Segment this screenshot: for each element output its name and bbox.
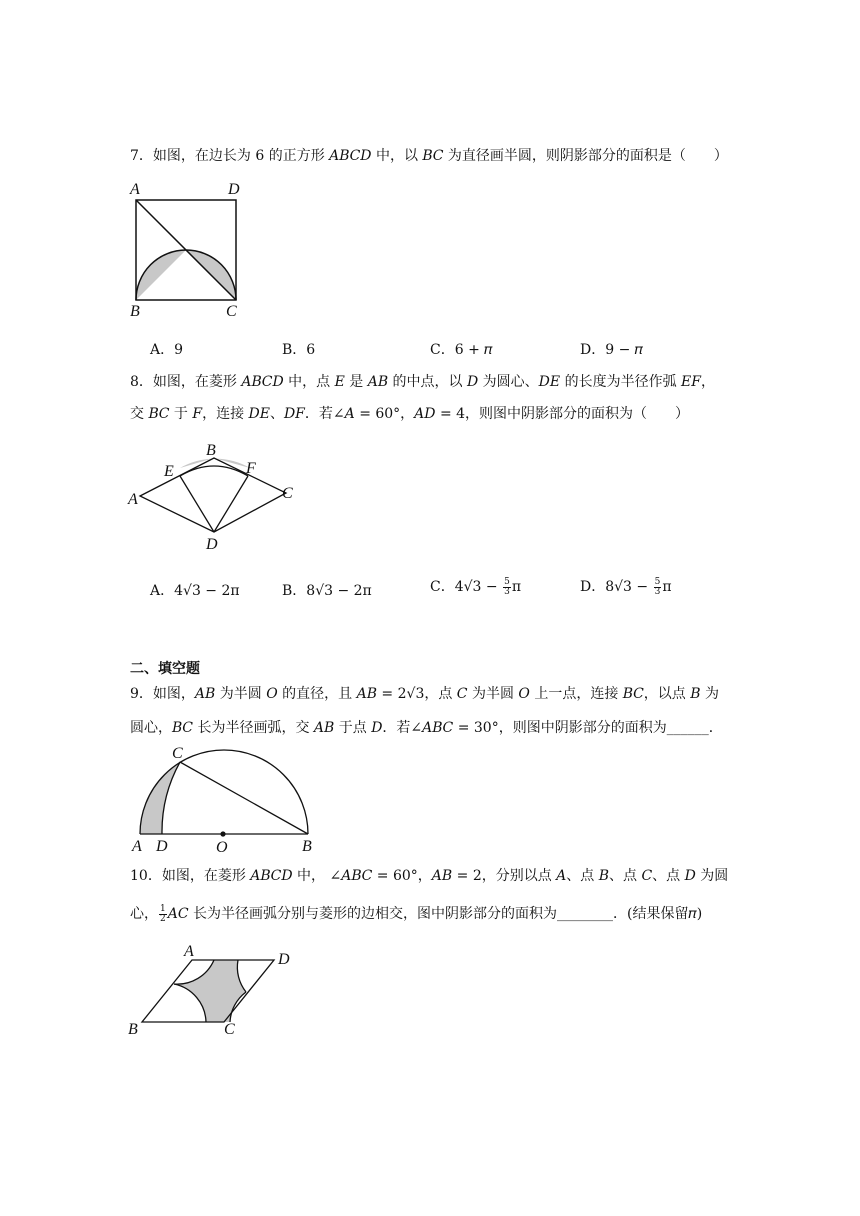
q7-label-d: D	[228, 181, 240, 198]
q10-stem-line2-prefix: 心，	[130, 906, 158, 922]
q10-label-a: A	[184, 944, 194, 960]
q9-center-point-o	[220, 831, 225, 836]
q10-frac-num: 1	[160, 903, 166, 914]
q8-option-b: B．8√3 − 2π	[282, 583, 372, 599]
q10-figure	[126, 944, 306, 1040]
q9-stem-line1: 9．如图，𝐴𝐵 为半圆 𝑂 的直径，且 𝐴𝐵 = 2√3，点 𝐶 为半圆 𝑂 上一点，连接 𝐵𝐶，以点 𝐵 为	[130, 686, 719, 702]
q8-label-c: C	[282, 485, 293, 502]
q9-label-d: D	[156, 838, 168, 855]
q7-option-b: B．6	[282, 342, 316, 358]
q8-label-e: E	[164, 463, 174, 480]
q8-option-c-prefix: C．4√3 −	[430, 579, 498, 595]
q8-option-c-frac-den: 3	[504, 586, 510, 597]
q7-label-c: C	[226, 303, 237, 320]
q10-frac-den: 2	[160, 913, 166, 924]
q7-label-b: B	[130, 303, 140, 320]
q7-option-a: A．9	[150, 342, 184, 358]
q9-segment-bc	[180, 762, 308, 834]
q7-figure	[126, 178, 251, 323]
q8-option-d-fraction	[654, 578, 662, 597]
q8-option-c-fraction	[503, 578, 511, 597]
q10-fraction	[159, 905, 167, 924]
q10-stem-line1: 10．如图，在菱形 𝐴𝐵𝐶𝐷 中， ∠𝐴𝐵𝐶 = 60°，𝐴𝐵 = 2，分别以点 𝐴、点 𝐵、点 𝐶、点 𝐷 为圆	[130, 868, 729, 884]
q8-option-c	[430, 576, 521, 597]
q8-stem-line1: 8．如图，在菱形 𝐴𝐵𝐶𝐷 中，点 𝐸 是 𝐴𝐵 的中点，以 𝐷 为圆心、𝐷𝐸 的长度为半径作弧 𝐸𝐹，	[130, 374, 715, 390]
q10-label-d: D	[278, 951, 290, 968]
q9-label-a: A	[132, 838, 142, 855]
q7-label-a: A	[130, 181, 140, 198]
q10-stem-line2-rest: 𝐴𝐶 长为半径画弧分别与菱形的边相交，图中阴影部分的面积为________．(结果保留𝜋)	[167, 906, 703, 922]
q8-label-f: F	[246, 460, 256, 477]
q8-option-a: A．4√3 − 2π	[150, 583, 240, 599]
q8-label-a: A	[128, 491, 138, 508]
q8-option-c-pi: π	[511, 579, 522, 595]
q8-option-d	[580, 576, 672, 597]
q7-option-c: C．6 + 𝜋	[430, 342, 493, 358]
q8-option-c-frac-num: 5	[504, 576, 510, 587]
section-heading-fill-in: 二、填空题	[130, 661, 200, 677]
q9-figure	[126, 740, 326, 858]
q8-figure	[126, 436, 306, 556]
q8-option-d-pi: π	[662, 579, 672, 595]
q7-option-d: D．9 − 𝜋	[580, 342, 644, 358]
q9-label-c: C	[172, 745, 183, 762]
q10-label-c: C	[224, 1021, 235, 1038]
q9-stem-line2: 圆心，𝐵𝐶 长为半径画弧，交 𝐴𝐵 于点 𝐷．若∠𝐴𝐵𝐶 = 30°，则图中阴影部分的面积为______．	[130, 720, 723, 736]
q8-rhombus	[140, 458, 286, 532]
q8-segment-df	[214, 476, 248, 532]
q10-stem-line2	[130, 904, 702, 924]
q8-arc-ef	[180, 466, 248, 476]
q8-label-d: D	[206, 536, 218, 553]
q8-option-d-frac-num: 5	[654, 576, 661, 587]
q10-label-b: B	[128, 1021, 138, 1038]
q9-label-o: O	[216, 839, 228, 856]
q9-label-b: B	[302, 838, 312, 855]
q8-option-d-frac-den: 3	[654, 586, 661, 597]
q7-stem: 7．如图，在边长为 6 的正方形 𝐴𝐵𝐶𝐷 中，以 𝐵𝐶 为直径画半圆，则阴影部分的面积是（ ）	[130, 148, 728, 164]
q8-option-d-prefix: D．8√3 −	[580, 579, 649, 595]
q8-label-b: B	[206, 442, 216, 459]
q8-stem-line2: 交 𝐵𝐶 于 𝐹，连接 𝐷𝐸、𝐷𝐹．若∠𝐴 = 60°，𝐴𝐷 = 4，则图中阴影部分的面积为（ ）	[130, 406, 690, 422]
